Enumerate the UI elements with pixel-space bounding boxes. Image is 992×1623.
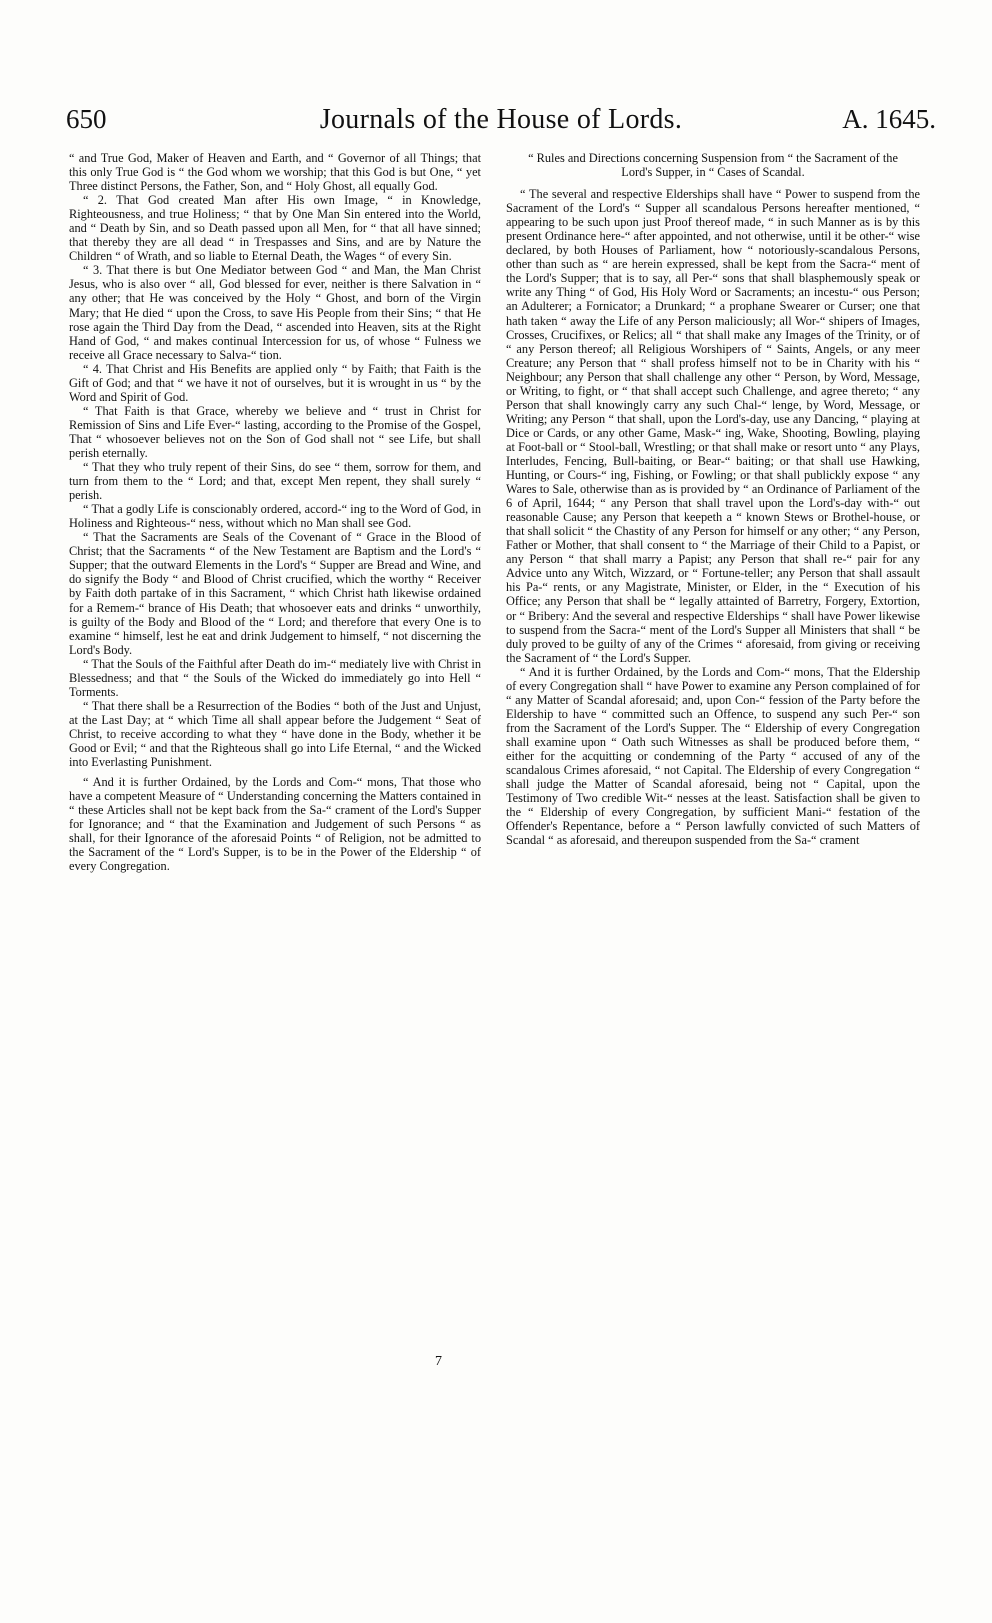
paragraph: “ and True God, Maker of Heaven and Earth, and “ Governor of all Things; that this only True God is “ the God whom we worship; that this God is but One, “ yet Three distinct Persons, the Father, Son, and “ Holy Ghost, all equally God. xyxy=(69,151,481,194)
paragraph: “ And it is further Ordained, by the Lords and Com-“ mons, That the Eldership of every Congregation shall “ have Power to examine any Person complained of for “ any Matter of Scandal aforesaid; and, upon Con-“ fession of the Party before the Eldership to have “ committed such an Offence, to suspend any such Per-“ son from the Sacrament of the Lord's Supper. The “ Eldership of every Congregation shall examine upon “ Oath such Witnesses as shall be produced before them, “ either for the acquitting or condemning of the Party “ accused of any of the scandalous Crimes aforesaid, “ not Capital. The Eldership of every Congregation “ shall judge the Matter of Scandal aforesaid, being not “ Capital, upon the Testimony of Two credible Wit-“ nesses at the least. Satisfaction shall be given to the “ Eldership of every Congregation, by sufficient Mani-“ festation of the Offender's Repentance, before a “ Person lawfully convicted of such Matters of Scandal “ as aforesaid, and thereupon suspended from the Sa-“ crament xyxy=(506,664,920,848)
year-label: A. 1645. xyxy=(842,104,936,134)
paragraph: “ That Faith is that Grace, whereby we believe and “ trust in Christ for Remission of Sins and Life Ever-“ lasting, according to the Promise of the Gospel, That “ whosoever believes not on the Son of God shall not “ see Life, but shall perish eternally. xyxy=(69,403,481,460)
paragraph: “ 2. That God created Man after His own Image, “ in Knowledge, Righteousness, and true Holiness; “ that by One Man Sin entered into the World, and “ Death by Sin, and so Death passed upon all Men, for “ that all have sinned; that thereby they are all dead “ in Trespasses and Sins, and are by Nature the Children “ of Wrath, and so liable to Eternal Death, the Wages “ of every Sin. xyxy=(69,193,481,264)
paragraph: “ That they who truly repent of their Sins, do see “ them, sorrow for them, and turn from them to the “ Lord; and that, except Men repent, they shall surely “ perish. xyxy=(69,460,481,503)
paragraph: “ And it is further Ordained, by the Lords and Com-“ mons, That those who have a competent Measure of “ Understanding concerning the Matters contained in “ these Articles shall not be kept back from the Sa-“ crament of the Lord's Supper for Ignorance; and “ that the Examination and Judgement of such Persons “ as shall, for their Ignorance of the aforesaid Points “ of Religion, not be admitted to the Sacrament of the “ Lord's Supper, is to be in the Power of the Eldership “ of every Congregation. xyxy=(69,775,481,874)
journal-title: Journals of the House of Lords. xyxy=(319,104,683,135)
paragraph: “ That the Souls of the Faithful after Death do im-“ mediately live with Christ in Blessedness; and that “ the Souls of the Wicked do immediately go into Hell “ Torments. xyxy=(69,656,481,699)
paragraph: “ 3. That there is but One Mediator between God “ and Man, the Man Christ Jesus, who is also over “ all, God blessed for ever, neither is there Salvation in “ any other; that He was conceived by the Holy “ Ghost, and born of the Virgin Mary; that He died “ upon the Cross, to save His People from their Sins; “ that He rose again the Third Day from the Dead, “ ascended into Heaven, sits at the Right Hand of God, “ and makes continual Intercession for us, of whose “ Fulness we receive all Grace necessary to Salva-“ tion. xyxy=(69,263,481,362)
paragraph: “ That there shall be a Resurrection of the Bodies “ both of the Just and Unjust, at the Last Day; at “ which Time all shall appear before the Judgement “ Seat of Christ, to receive according to what they “ have done in the Body, whether it be Good or Evil; “ and that the Righteous shall go into Life Eternal, “ and the Wicked into Everlasting Punishment. xyxy=(69,698,481,770)
section-heading: “ Rules and Directions concerning Suspension from “ the Sacrament of the Lord's Supper, in “ Cases of Scandal. xyxy=(528,151,898,180)
page-number: 650 xyxy=(66,104,107,134)
paragraph: “ The several and respective Elderships shall have “ Power to suspend from the Sacrament of the Lord's “ Supper all scandalous Persons hereafter mentioned, “ appearing to be such upon just Proof thereof made, “ in such Manner as is by this present Ordinance here-“ after appointed, and not otherwise, until it be other-“ wise declared, by both Houses of Parliament, how “ notoriously-scandalous Persons, other than such as “ are herein expressed, shall be kept from the Sacra-“ ment of the Lord's Supper; that is to say, all Per-“ sons that shall blasphemously speak or write any Thing “ of God, His Holy Word or Sacraments; an incestu-“ ous Person; an Adulterer; a Fornicator; a Drunkard; “ a prophane Swearer or Curser; one that hath taken “ away the Life of any Person maliciously; all Wor-“ shipers of Images, Crosses, Crucifixes, or Relics; all “ that shall make any Images of the Trinity, or of “ any Person thereof; all Religious Worshipers of “ Saints, Angels, or any meer Creature; any Person that “ shall profess himself not to be in Charity with his “ Neighbour; any Person that shall challenge any other “ Person, by Word, Message, or Writing, to fight, or “ that shall accept such Challenge, and agree thereto; “ any Person that shall knowingly carry any such Chal-“ lenge, by Word, Message, or Writing; any Person “ that shall, upon the Lord's-day, use any Dancing, “ playing at Dice or Cards, or any other Game, Mask-“ ing, Wake, Shooting, Bowling, playing at Foot-ball or “ Stool-ball, Wrestling; or that shall make or resort unto “ any Plays, Interludes, Fencing, Bull-baiting, or Bear-“ baiting; or that shall use Hawking, Hunting, or Cours-“ ing, Fishing, or Fowling; or that shall publickly expose “ any Wares to Sale, otherwise than as is provided by “ an Ordinance of Parliament of the 6 of April, 1644; “ any Person that shall travel upon the Lord's-day with-“ out reasonable Cause; any Person that keepeth a “ known Stews or Brothel-house, or that shall solicit “ the Chastity of any Person for himself or any other; “ any Person, Father or Mother, that shall consent to “ the Marriage of their Child to a Papist, or any Person “ that shall marry a Papist; any Person that shall re-“ pair for any Advice unto any Witch, Wizzard, or “ Fortune-teller; any Person that shall assault his Pa-“ rents, or any Magistrate, Minister, or Elder, in the “ Execution of his Office; any Person that shall be “ legally attainted of Barretry, Forgery, Extortion, or “ Bribery: And the several and respective Elderships “ shall have Power likewise to suspend from the Sacra-“ ment of the Lord's Supper all Ministers that shall “ be duly proved to be guilty of any of the Crimes “ aforesaid, from giving or receiving the Sacrament of “ the Lord's Supper. xyxy=(506,187,920,665)
signature-mark: 7 xyxy=(435,1354,442,1369)
paragraph: “ 4. That Christ and His Benefits are applied only “ by Faith; that Faith is the Gift of God; and that “ we have it not of ourselves, but it is wrought in us “ by the Word and Spirit of God. xyxy=(69,361,481,404)
right-column xyxy=(506,151,920,847)
running-header xyxy=(66,104,936,150)
paragraph: “ That the Sacraments are Seals of the Covenant of “ Grace in the Blood of Christ; that the Sacraments “ of the New Testament are Baptism and the Lord's “ Supper; that the outward Elements in the Lord's “ Supper are Bread and Wine, and do signify the Body “ and Blood of Christ crucified, which the worthy “ Receiver by Faith doth partake of in this Sacrament, “ which Christ hath likewise ordained for a Remem-“ brance of His Death; that whosoever eats and drinks “ unworthily, is guilty of the Body and Blood of the “ Lord; and therefore that every One is to examine “ himself, lest he eat and drink Judgement to himself, “ not discerning the Lord's Body. xyxy=(69,530,481,657)
paragraph: “ That a godly Life is conscionably ordered, accord-“ ing to the Word of God, in Holiness and Righteous-“ ness, without which no Man shall see God. xyxy=(69,502,481,531)
left-column xyxy=(69,151,481,873)
